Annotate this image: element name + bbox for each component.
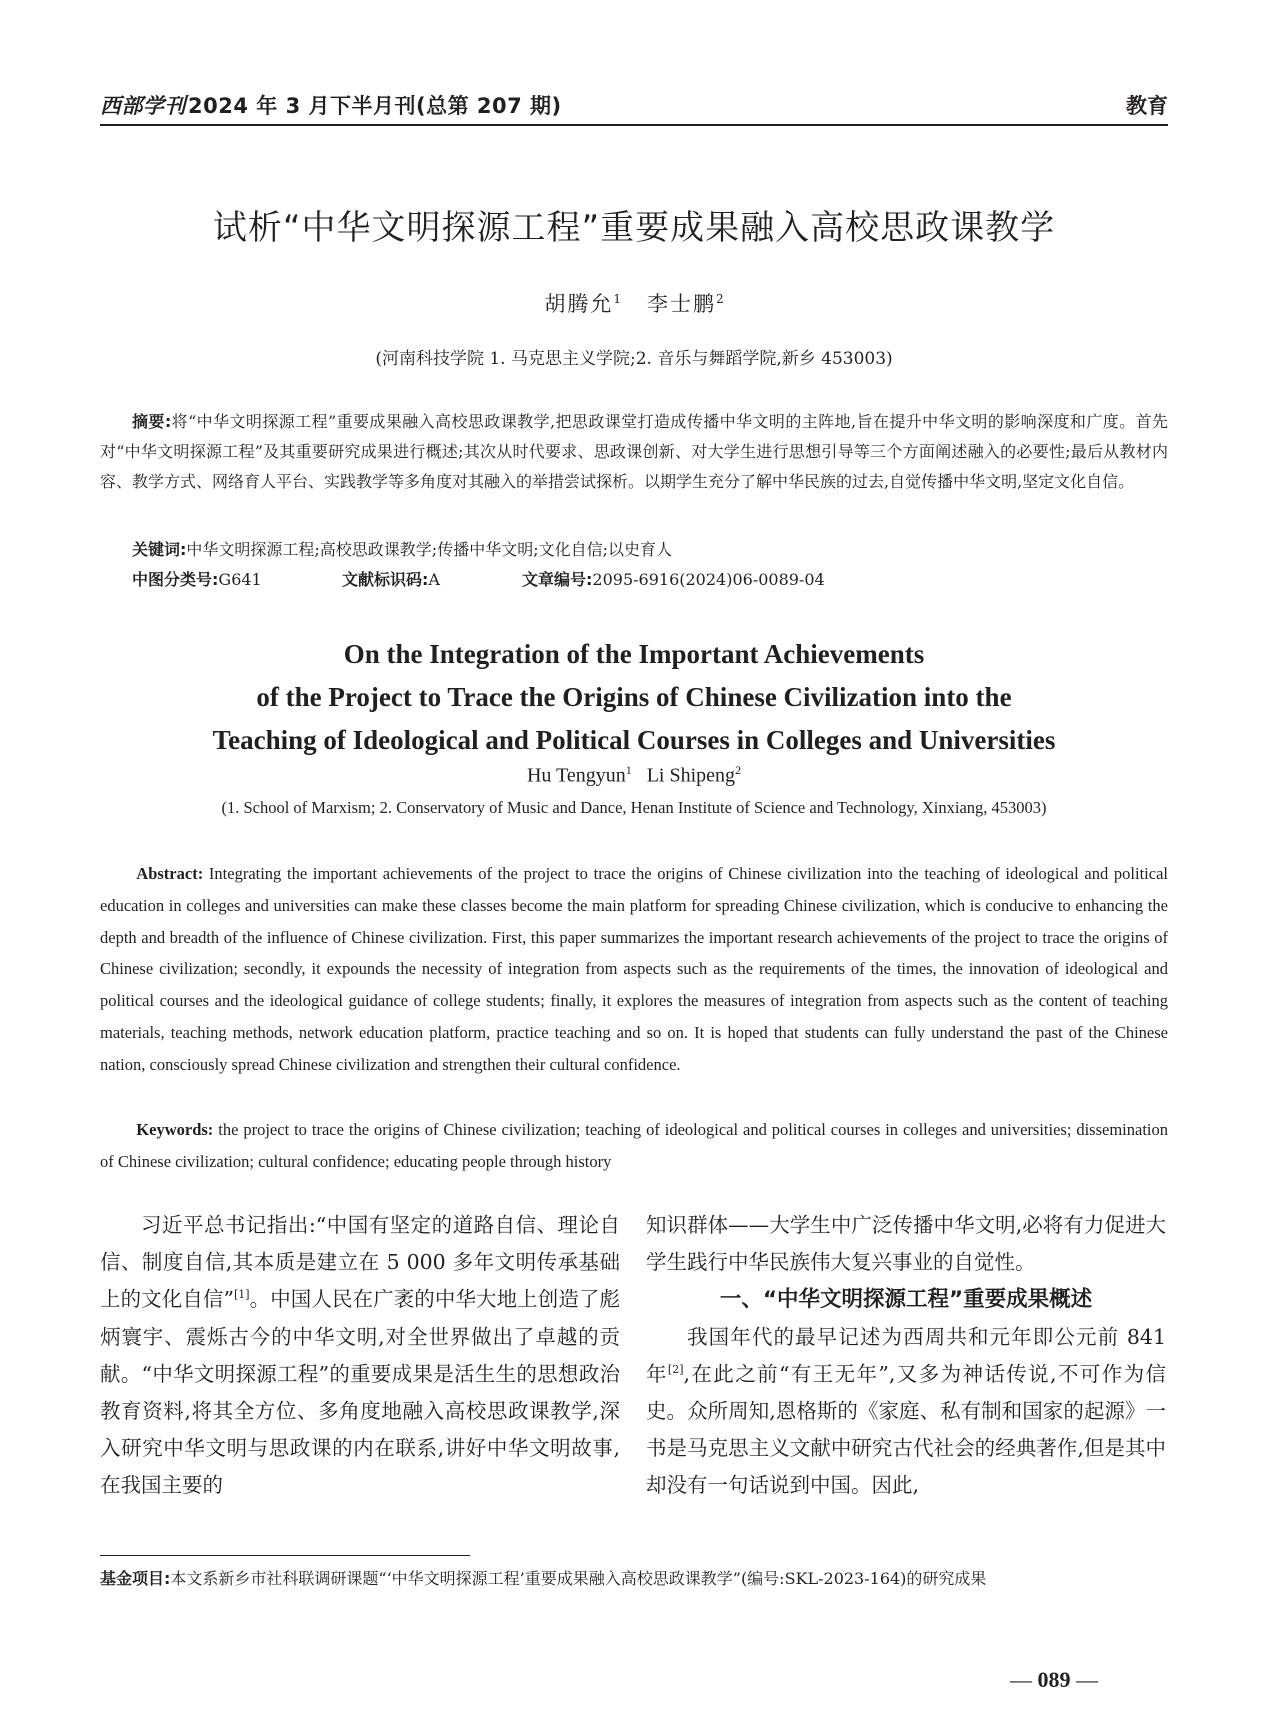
page-number-value: 089 <box>1037 1667 1071 1692</box>
page-number <box>1010 1667 1098 1693</box>
chinese-keywords-text: 中华文明探源工程;高校思政课教学;传播中华文明;文化自信;以史育人 <box>186 540 672 559</box>
english-keywords-text: the project to trace the origins of Chinese civilization; teaching of ideological and political courses in colleges and universities; dissemination of Chinese civilization; cultural confidence; educating people through history <box>100 1120 1169 1171</box>
english-abstract-text: Integrating the important achievements of the project to trace the origins of Chinese civilization into the teaching of ideological and political education in colleges and universities can make these classes become the main platform for spreading Chinese civilization, which is conducive to enhancing the depth and breadth of the influence of Chinese civilization. First, this paper summarizes the important research achievements of the project to trace the origins of Chinese civilization; secondly, it expounds the necessity of integration from aspects such as the requirements of the times, the innovation of ideological and political courses and the ideological guidance of college students; finally, it explores the measures of integration from aspects such as the content of teaching materials, teaching methods, network education platform, practice teaching and so on. It is hoped that students can fully understand the past of the Chinese nation, consciously spread Chinese civilization and strengthen their cultural confidence. <box>100 864 1169 1074</box>
journal-logo: 西部学刊 <box>100 93 186 118</box>
english-title-line: of the Project to Trace the Origins of Chinese Civilization into the <box>256 682 1012 712</box>
journal-issue-line <box>100 90 562 120</box>
english-affiliation: (1. School of Marxism; 2. Conservatory of Music and Dance, Henan Institute of Science and Technology, Xinxiang, 453003) <box>221 798 1047 817</box>
english-keywords-label: Keywords: <box>136 1120 214 1139</box>
body-paragraph <box>646 1319 1166 1505</box>
page-number-dash: — <box>1076 1667 1098 1692</box>
english-keywords <box>100 1114 1168 1178</box>
article-metadata <box>132 565 1168 595</box>
document-code-value: A <box>428 570 440 589</box>
document-code-label: 文献标识码: <box>342 570 429 589</box>
document-code <box>342 565 522 595</box>
author-1-en: Hu Tengyun <box>526 764 626 787</box>
body-paragraph <box>100 1207 620 1505</box>
funding-label: 基金项目: <box>100 1569 171 1588</box>
body-text: 习近平总书记指出:“中国有坚定的道路自信、理论自信、制度自信,其本质是建立在 5 000 多年文明传承基础上的文化自信” <box>100 1213 620 1312</box>
article-number-label: 文章编号: <box>522 570 593 589</box>
english-title-line: On the Integration of the Important Achievements <box>343 639 925 669</box>
page-number-dash: — <box>1010 1667 1032 1692</box>
chinese-abstract <box>100 407 1168 497</box>
english-authors <box>100 763 1168 788</box>
author-2: 李士鹏 <box>647 292 717 316</box>
chinese-abstract-text: 将“中华文明探源工程”重要成果融入高校思政课教学,把思政课堂打造成传播中华文明的主阵地,旨在提升中华文明的影响深度和广度。首先对“中华文明探源工程”及其重要研究成果进行概述;其次从时代要求、思政课创新、对大学生进行思想引导等三个方面阐述融入的必要性;最后从教材内容、教学方式、网络育人平台、实践教学等多角度对其融入的举措尝试探析。以期学生充分了解中华民族的过去,自觉传播中华文明,坚定文化自信。 <box>100 412 1168 491</box>
running-header <box>100 90 1168 126</box>
body-paragraph-continued: 知识群体——大学生中广泛传播中华文明,必将有力促进大学生践行中华民族伟大复兴事业的自觉性。 <box>646 1213 1166 1275</box>
clc-label: 中图分类号: <box>132 570 219 589</box>
footnote-rule <box>100 1555 470 1556</box>
clc-number <box>132 565 342 595</box>
english-abstract <box>100 858 1168 1081</box>
english-title-line: Teaching of Ideological and Political Courses in Colleges and Universities <box>212 725 1056 755</box>
chinese-affiliation: (河南科技学院 1. 马克思主义学院;2. 音乐与舞蹈学院,新乡 453003) <box>375 349 893 369</box>
clc-value: G641 <box>218 570 262 589</box>
author-2-en-mark: 2 <box>735 763 742 777</box>
section-heading: 一、“中华文明探源工程”重要成果概述 <box>719 1287 1093 1313</box>
funding-text: 本文系新乡市社科联调研课题“‘中华文明探源工程’重要成果融入高校思政课教学”(编号:SKL-2023-164)的研究成果 <box>170 1569 987 1588</box>
article-number-value: 2095-6916(2024)06-0089-04 <box>592 570 825 589</box>
author-1-en-mark: 1 <box>625 763 632 777</box>
article-number <box>522 565 825 595</box>
english-title <box>100 633 1168 762</box>
chinese-title: 试析“中华文明探源工程”重要成果融入高校思政课教学 <box>212 208 1056 248</box>
chinese-abstract-label: 摘要: <box>132 412 172 431</box>
chinese-authors <box>100 288 1168 318</box>
body-column-right <box>646 1207 1166 1505</box>
author-2-en: Li Shipeng <box>646 764 736 787</box>
funding-footnote <box>100 1563 1168 1594</box>
section-name: 教育 <box>1126 94 1168 118</box>
author-1-mark: 1 <box>613 292 621 306</box>
author-1: 胡腾允 <box>544 292 614 316</box>
header-rule <box>100 124 1168 126</box>
citation-ref: [1] <box>233 1288 250 1302</box>
chinese-keywords-label: 关键词: <box>132 540 187 559</box>
body-text: ,在此之前“有王无年”,又多为神话传说,不可作为信史。众所周知,恩格斯的《家庭、私有制和国家的起源》一书是马克思主义文献中研究古代社会的经典著作,但是其中却没有一句话说到中国。因此, <box>646 1361 1167 1498</box>
chinese-keywords <box>100 535 1168 565</box>
journal-issue: 2024 年 3 月下半月刊(总第 207 期) <box>188 94 562 118</box>
author-2-mark: 2 <box>716 292 724 306</box>
body-column-left <box>100 1207 620 1505</box>
body-text: 我国年代的最早记述为西周共和元年即公元前 841 年 <box>646 1324 1166 1386</box>
body-text: 。中国人民在广袤的中华大地上创造了彪炳寰宇、震烁古今的中华文明,对全世界做出了卓越的贡献。“中华文明探源工程”的重要成果是活生生的思想政治教育资料,将其全方位、多角度地融入高校思政课教学,深入研究中华文明与思政课的内在联系,讲好中华文明故事,在我国主要的 <box>100 1287 621 1498</box>
english-abstract-label: Abstract: <box>136 864 204 883</box>
citation-ref: [2] <box>667 1362 684 1376</box>
